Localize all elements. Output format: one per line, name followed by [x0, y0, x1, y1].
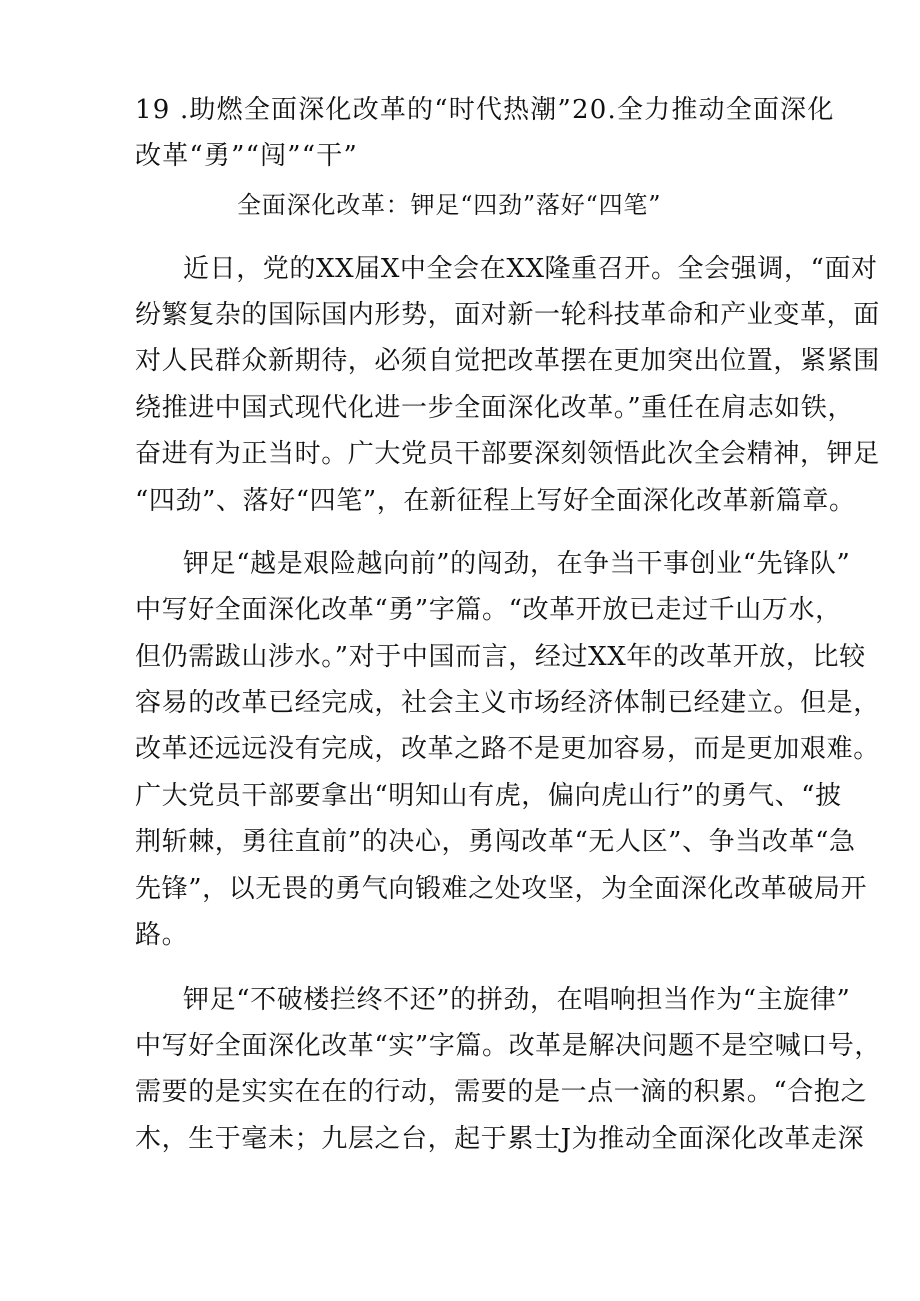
paragraph-line: 先锋”，以无畏的勇气向锻难之处攻坚，为全面深化改革破局开: [135, 874, 868, 904]
paragraph-line: 钾足“越是艰险越向前”的闯劲，在争当干事创业“先锋队”: [183, 549, 851, 579]
paragraph-line: 绕推进中国式现代化进一步全面深化改革。”重任在肩志如铁，: [135, 393, 855, 423]
paragraph-line: “四劲”、落好“四笔”，在新征程上写好全面深化改革新篇章。: [135, 486, 856, 516]
paragraph-line: 中写好全面深化改革“实”字篇。改革是解决问题不是空喊口号，: [135, 1031, 881, 1061]
heading-line-2: 改革“勇”“闯”“干”: [135, 141, 358, 171]
paragraph-line: 木，生于毫未；九层之台，起于累士J为推动全面深化改革走深: [135, 1124, 865, 1154]
paragraph-line: 近日，党的XX届X中全会在XX隆重召开。全会强调，“面对: [183, 254, 878, 284]
paragraph-line: 荆斩棘，勇往直前”的决心，勇闯改革“无人区”、争当改革“急: [135, 827, 856, 857]
paragraph-line: 奋进有为正当时。广大党员干部要深刻领悟此次全会精神，钾足: [135, 439, 880, 469]
heading-line-1: 19 .助燃全面深化改革的“时代热潮”20.全力推动全面深化: [135, 95, 835, 125]
paragraph-line: 中写好全面深化改革“勇”字篇。“改革开放已走过千山万水，: [135, 595, 842, 625]
paragraph-line: 路。: [135, 920, 189, 950]
paragraph-line: 纷繁复杂的国际国内形势，面对新一轮科技革命和产业变革，面: [135, 300, 880, 330]
paragraph-line: 容易的改革已经完成，社会主义市场经济体制已经建立。但是，: [135, 688, 880, 718]
paragraph-line: 钾足“不破楼拦终不还”的拼劲，在唱响担当作为“主旋律”: [183, 985, 851, 1015]
paragraph-line: 对人民群众新期待，必须自觉把改革摆在更加突出位置，紧紧围: [135, 346, 880, 376]
paragraph-line: 但仍需跋山涉水。”对于中国而言，经过XX年的改革开放，比较: [135, 642, 866, 672]
article-subtitle: 全面深化改革：钾足“四劲”落好“四笔”: [237, 191, 662, 219]
paragraph-line: 广大党员干部要拿出“明知山有虎，偏向虎山行”的勇气、“披: [135, 781, 842, 811]
paragraph-line: 需要的是实实在在的行动，需要的是一点一滴的积累。“合抱之: [135, 1077, 868, 1107]
paragraph-line: 改革还远远没有完成，改革之路不是更加容易，而是更加艰难。: [135, 734, 880, 764]
